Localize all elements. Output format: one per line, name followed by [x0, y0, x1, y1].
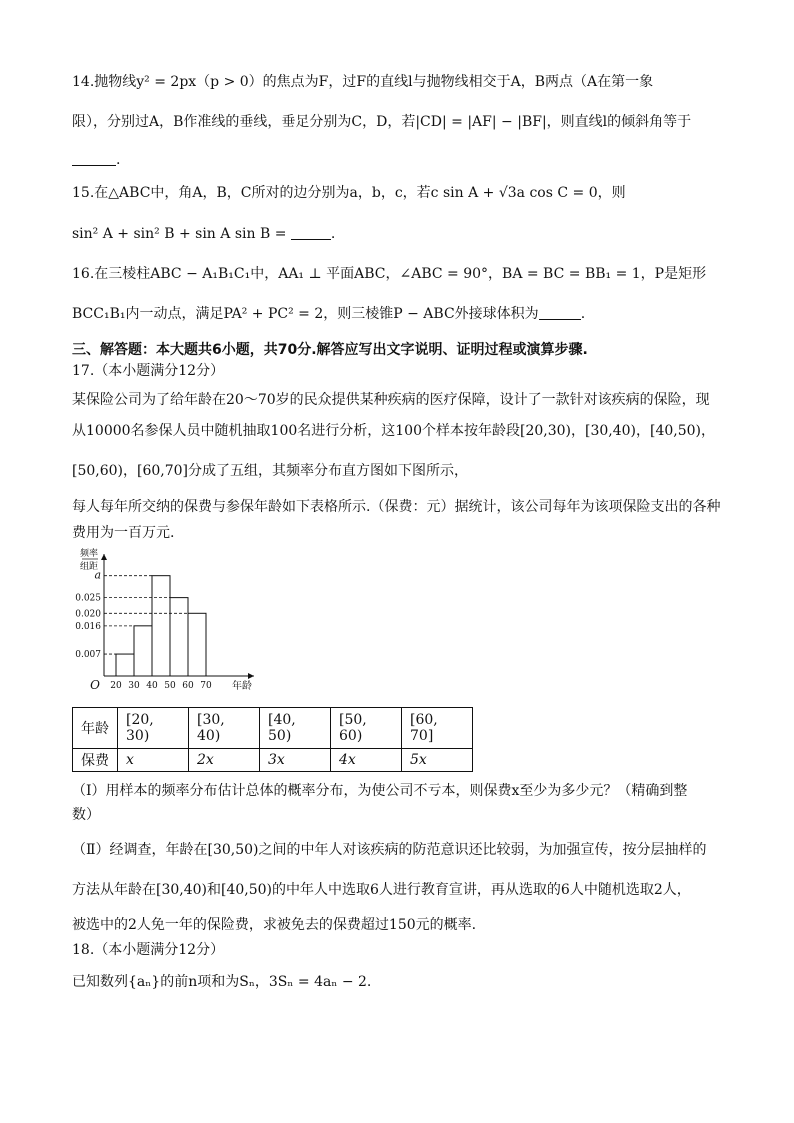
x-tick-label: 40 [146, 681, 158, 691]
table-row-label: 保费 [73, 749, 118, 772]
y-tick-label: 0.016 [75, 621, 101, 632]
table-cell: 4x [331, 749, 402, 772]
answer-blank[interactable] [291, 225, 331, 240]
histogram-bar [188, 613, 206, 676]
x-tick-label: 20 [110, 681, 122, 691]
x-tick-label: 70 [200, 681, 212, 691]
table-cell: x [118, 749, 189, 772]
q17-part2-b: 方法从年龄在[30,40)和[40,50)的中年人中选取6人进行教育宣讲，再从选取的6人中随机选取2人， [72, 882, 691, 898]
histogram-bar [152, 576, 170, 676]
q17-p5: 费用为一百万元. [72, 525, 175, 541]
table-cell: [50, 60) [331, 708, 402, 749]
q18-p1: 已知数列{aₙ}的前n项和为Sₙ，3Sₙ = 4aₙ − 2. [72, 974, 372, 990]
q16-line1: 16.在三棱柱ABC − A₁B₁C₁中，AA₁ ⊥ 平面ABC，∠ABC = 90°，BA = BC = BB₁ = 1，P是矩形 [72, 266, 707, 282]
y-axis-arrow [101, 554, 107, 560]
q14-line1: 14.抛物线y² = 2px（p > 0）的焦点为F，过F的直线l与抛物线相交于A，B两点（A在第一象 [72, 74, 654, 90]
q17-p2: 从10000名参保人员中随机抽取100名进行分析，这100个样本按年龄段[20,30)，[30,40)，[40,50)， [72, 423, 715, 439]
histogram-bar [170, 598, 188, 676]
q17-part1-b: 数） [72, 807, 100, 823]
x-tick-label: 60 [182, 681, 194, 691]
q18-header: 18.（本小题满分12分） [72, 942, 225, 958]
q14-line3 [72, 150, 120, 170]
q17-header: 17.（本小题满分12分） [72, 363, 225, 379]
q14-end: . [116, 152, 121, 168]
q15-expression: sin² A + sin² B + sin A sin B = [72, 226, 287, 242]
q17-part2-a: （Ⅱ）经调查，年龄在[30,50)之间的中年人对该疾病的防范意识还比较弱，为加强宣传，按分层抽样的 [72, 842, 707, 858]
table-row-label: 年龄 [73, 708, 118, 749]
table-row-age [73, 708, 473, 749]
origin-label: O [90, 678, 100, 692]
table-row-fee [73, 749, 473, 772]
x-tick-label: 50 [164, 681, 176, 691]
section-heading: 三、解答题：本大题共6小题，共70分.解答应写出文字说明、证明过程或演算步骤. [72, 342, 588, 358]
q17-part1-a: （Ⅰ）用样本的频率分布估计总体的概率分布，为使公司不亏本，则保费x至少为多少元？（精确到整 [72, 783, 688, 799]
y-tick-label: 0.007 [75, 650, 101, 661]
histogram-bar [116, 654, 134, 676]
q14-line2: 限），分别过A，B作准线的垂线，垂足分别为C，D，若|CD| = |AF| − |BF|，则直线l的倾斜角等于 [72, 114, 692, 130]
q16-line2 [72, 304, 585, 324]
q15-line1: 15.在△ABC中，角A，B，C所对的边分别为a，b，c，若c sin A + √3a cos C = 0，则 [72, 185, 626, 201]
table-cell: 3x [260, 749, 331, 772]
y-tick-label: 0.025 [75, 593, 101, 604]
table-cell: [30, 40) [189, 708, 260, 749]
table-cell: 2x [189, 749, 260, 772]
q17-part2-c: 被选中的2人免一年的保险费，求被免去的保费超过150元的概率. [72, 917, 477, 933]
y-tick-label: 0.020 [75, 609, 101, 620]
table-cell: [40, 50) [260, 708, 331, 749]
x-axis-arrow [248, 673, 254, 679]
q17-p4: 每人每年所交纳的保费与参保年龄如下表格所示.（保费：元）据统计，该公司每年为该项保险支出的各种 [72, 499, 721, 515]
q15-end: . [330, 226, 336, 242]
table-cell: 5x [402, 749, 473, 772]
fee-table [72, 707, 473, 772]
x-axis-label: 年龄 [232, 681, 252, 692]
q17-p3: [50,60)，[60,70]分成了五组，其频率分布直方图如下图所示， [72, 463, 469, 479]
answer-blank[interactable] [539, 305, 581, 320]
histogram-bar [134, 626, 152, 676]
y-tick-label: a [94, 568, 101, 582]
x-tick-label: 30 [128, 681, 140, 691]
q17-p1: 某保险公司为了给年龄在20～70岁的民众提供某种疾病的医疗保障，设计了一款针对该疾病的保险，现 [72, 392, 710, 408]
frequency-histogram [74, 548, 264, 698]
y-axis-label-bottom: 组距 [79, 562, 98, 572]
table-cell: [20, 30) [118, 708, 189, 749]
y-axis-label-top: 频率 [79, 549, 98, 559]
answer-blank[interactable] [72, 151, 116, 166]
table-cell: [60, 70] [402, 708, 473, 749]
q16-expression: BCC₁B₁内一动点，满足PA² + PC² = 2，则三棱锥P − ABC外接球体积为 [72, 306, 539, 322]
q16-end: . [580, 306, 586, 322]
q15-line2 [72, 224, 335, 244]
